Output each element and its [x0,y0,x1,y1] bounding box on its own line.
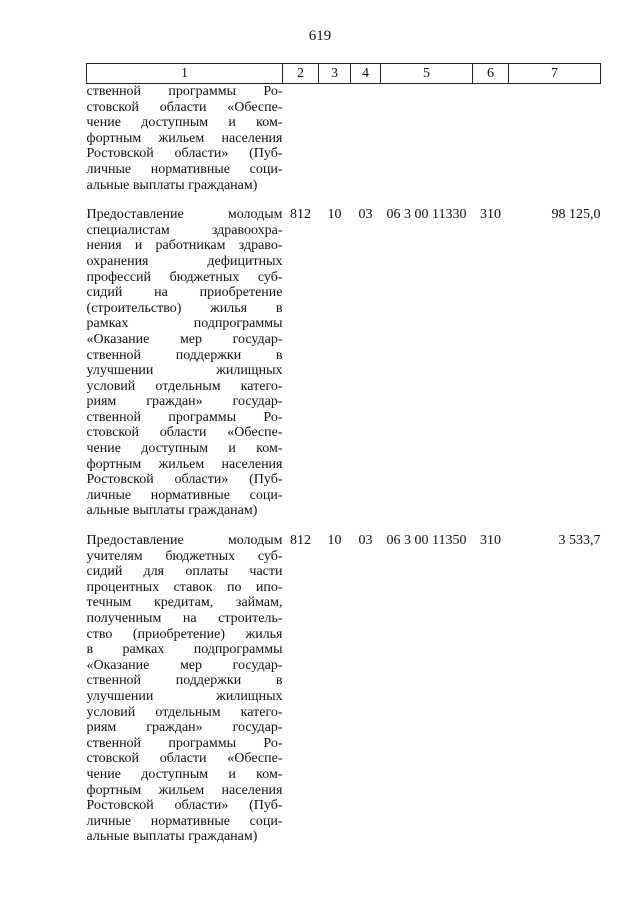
description-line: стовской области «Обеспе- [86,99,283,115]
expense-type-cell: 310 [480,533,501,549]
row-description [87,193,283,519]
column-header: 2 [283,64,319,84]
column-header: 6 [473,64,509,84]
amount-cell [509,84,601,194]
description-line: Предоставление молодым [86,207,283,223]
table-row [87,519,601,845]
description-line: ственной программы Ро- [86,84,283,99]
description-line: фортным жильем населения [86,782,283,798]
section-cell: 10 [327,207,342,223]
section-cell [319,84,351,194]
description-line: улучшении жилищных [86,363,283,379]
amount-cell: 3 533,7 [558,533,601,549]
description-line: рамках подпрограммы [86,316,283,332]
description-line: ственной программы Ро- [86,735,283,751]
row-description [87,519,283,845]
description-line: условий отдельным катего- [86,378,283,394]
description-line: условий отдельным катего- [86,704,283,720]
description-line: «Оказание мер государ- [86,657,283,673]
column-header: 4 [351,64,381,84]
target-article-cell: 06 3 00 11330 [386,207,467,223]
expense-type-cell [473,84,509,194]
description-line: профессий бюджетных суб- [86,269,283,285]
description-line: личные нормативные соци- [86,813,283,829]
target-article-cell [381,84,473,194]
description-line: Ростовской области» (Пуб- [86,472,283,488]
description-line: «Оказание мер государ- [86,331,283,347]
description-line: фортным жильем населения [86,130,283,146]
section-cell: 10 [327,533,342,549]
admin-code-cell: 812 [290,533,311,549]
description-line: полученным на строитель- [86,611,283,626]
description-line: личные нормативные соци- [86,487,283,503]
column-header: 5 [381,64,473,84]
description-line: охранения дефицитных [86,253,283,269]
description-line: Предоставление молодым [86,533,283,549]
description-line: ственной поддержки в [86,673,283,689]
description-line: стовской области «Обеспе- [86,751,283,767]
budget-table [86,63,601,845]
description-line: чение доступным и ком- [86,441,283,457]
description-line: риям граждан» государ- [86,394,283,410]
table-row [87,84,601,194]
description-line: улучшении жилищных [86,688,283,704]
description-line: альные выплаты гражданам) [86,829,258,845]
description-line: ство (приобретение) жилья [86,626,283,642]
description-line: фортным жильем населения [86,456,283,472]
description-line: Ростовской области» (Пуб- [86,146,283,162]
subsection-cell: 03 [358,207,373,223]
amount-cell: 98 125,0 [551,207,601,223]
table-row [87,193,601,519]
description-line: в рамках подпрограммы [86,642,283,658]
column-header: 1 [87,64,283,84]
description-line: личные нормативные соци- [86,161,283,177]
description-line: альные выплаты гражданам) [86,503,258,519]
expense-type-cell: 310 [480,207,501,223]
description-line: учителям бюджетных суб- [86,548,283,564]
admin-code-cell: 812 [290,207,311,223]
description-line: специалистам здравоохра- [86,222,283,238]
description-line: (строительство) жилья в [86,300,283,316]
row-description [87,84,283,194]
page-number: 619 [308,28,332,44]
description-line: нения и работникам здраво- [86,238,283,254]
description-line: чение доступным и ком- [86,115,283,131]
description-line: альные выплаты гражданам) [86,177,258,193]
subsection-cell: 03 [358,533,373,549]
column-header: 7 [509,64,601,84]
description-line: процентных ставок по ипо- [86,579,283,595]
admin-code-cell [283,84,319,194]
table-header-row [87,64,601,84]
description-line: ственной поддержки в [86,347,283,363]
description-line: риям граждан» государ- [86,720,283,736]
column-header: 3 [319,64,351,84]
description-line: сидий для оплаты части [86,564,283,580]
description-line: чение доступным и ком- [86,766,283,782]
description-line: Ростовской области» (Пуб- [86,798,283,814]
description-line: стовской области «Обеспе- [86,425,283,441]
description-line: сидий на приобретение [86,285,283,301]
description-line: ственной программы Ро- [86,409,283,425]
subsection-cell [351,84,381,194]
target-article-cell: 06 3 00 11350 [386,533,467,549]
description-line: течным кредитам, займам, [86,595,283,611]
